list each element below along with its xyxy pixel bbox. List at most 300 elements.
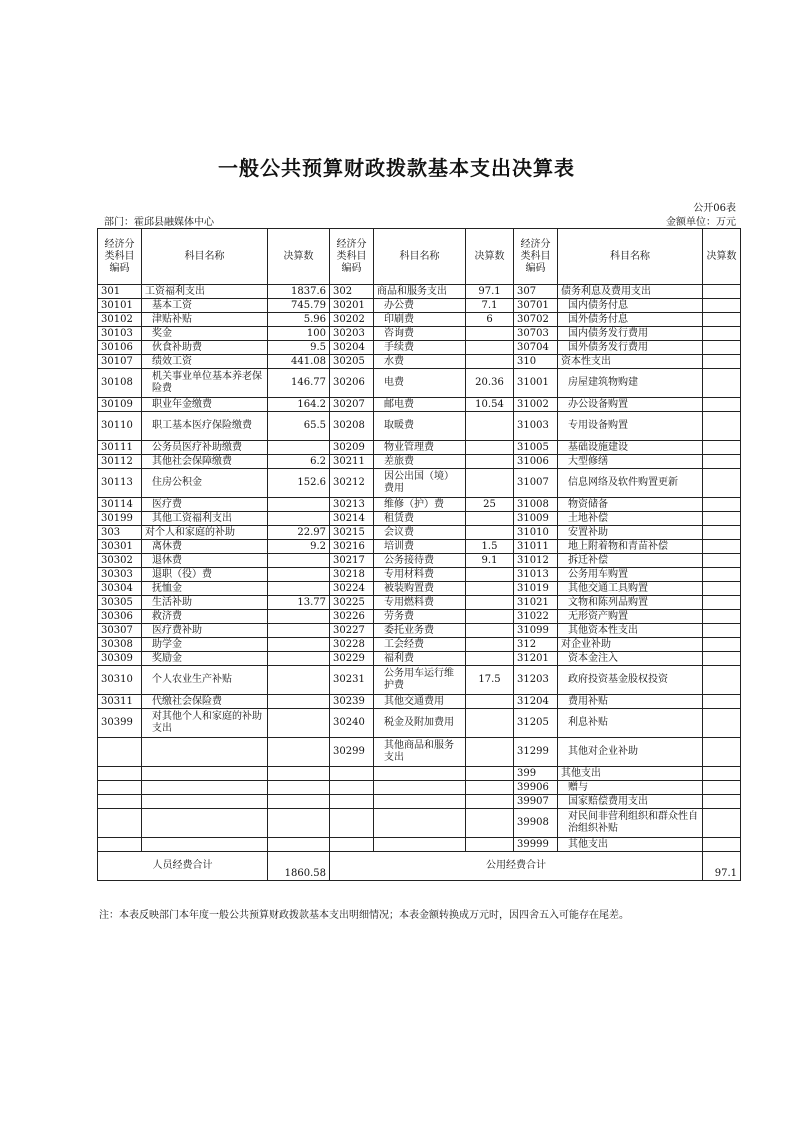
cell-amount-2: [466, 526, 514, 540]
cell-code-1: 30302: [98, 554, 142, 568]
cell-name-2: 咨询费: [374, 327, 466, 341]
cell-code-3: 31003: [514, 412, 558, 441]
cell-code-2: 30228: [330, 638, 374, 652]
cell-amount-1: [268, 838, 330, 852]
table-row: [98, 540, 741, 554]
cell-name-3: 物资储备: [558, 498, 703, 512]
cell-code-2: 30207: [330, 398, 374, 412]
cell-amount-3: [703, 695, 741, 709]
cell-code-3: 31205: [514, 709, 558, 738]
cell-code-2: 30239: [330, 695, 374, 709]
cell-code-1: 30304: [98, 582, 142, 596]
cell-code-1: 30309: [98, 652, 142, 666]
cell-amount-2: [466, 652, 514, 666]
cell-code-1: 30310: [98, 666, 142, 695]
cell-name-2: 手续费: [374, 341, 466, 355]
cell-code-1: 30308: [98, 638, 142, 652]
cell-amount-2: [466, 838, 514, 852]
cell-amount-3: [703, 498, 741, 512]
cell-amount-2: [466, 596, 514, 610]
cell-name-1: 工资福利支出: [142, 285, 268, 299]
cell-amount-2: [466, 455, 514, 469]
cell-code-1: 30101: [98, 299, 142, 313]
cell-amount-3: [703, 554, 741, 568]
header-row: [98, 229, 741, 285]
cell-code-3: 30703: [514, 327, 558, 341]
cell-amount-1: 22.97: [268, 526, 330, 540]
cell-code-2: 30227: [330, 624, 374, 638]
cell-amount-2: [466, 638, 514, 652]
cell-code-2: [330, 781, 374, 795]
cell-amount-1: 164.2: [268, 398, 330, 412]
cell-name-1: [142, 809, 268, 838]
cell-name-3: 基础设施建设: [558, 441, 703, 455]
cell-amount-3: [703, 285, 741, 299]
cell-amount-2: 25: [466, 498, 514, 512]
cell-name-1: [142, 838, 268, 852]
cell-name-3: 房屋建筑物购建: [558, 369, 703, 398]
cell-code-3: 31010: [514, 526, 558, 540]
cell-amount-3: [703, 441, 741, 455]
expenditure-table: [97, 228, 741, 881]
cell-code-2: 30217: [330, 554, 374, 568]
cell-name-2: 办公费: [374, 299, 466, 313]
col-header-code-1: 经济分类科目编码: [98, 229, 142, 285]
cell-name-1: [142, 795, 268, 809]
cell-name-2: 物业管理费: [374, 441, 466, 455]
table-row: [98, 369, 741, 398]
cell-name-2: 委托业务费: [374, 624, 466, 638]
cell-code-3: 30701: [514, 299, 558, 313]
cell-code-3: 310: [514, 355, 558, 369]
cell-amount-3: [703, 652, 741, 666]
table-row: [98, 469, 741, 498]
cell-name-1: 医疗费补助: [142, 624, 268, 638]
cell-amount-3: [703, 809, 741, 838]
cell-code-1: 30307: [98, 624, 142, 638]
table-row: [98, 398, 741, 412]
cell-code-1: [98, 738, 142, 767]
cell-code-3: 31011: [514, 540, 558, 554]
cell-code-2: 30229: [330, 652, 374, 666]
cell-amount-2: [466, 512, 514, 526]
cell-amount-3: [703, 781, 741, 795]
cell-code-1: 30106: [98, 341, 142, 355]
cell-amount-2: 9.1: [466, 554, 514, 568]
col-header-name-2: 科目名称: [374, 229, 466, 285]
cell-amount-3: [703, 738, 741, 767]
cell-amount-1: [268, 441, 330, 455]
cell-name-3: 地上附着物和青苗补偿: [558, 540, 703, 554]
cell-name-1: 绩效工资: [142, 355, 268, 369]
cell-name-1: 机关事业单位基本养老保险费: [142, 369, 268, 398]
table-row: [98, 568, 741, 582]
cell-amount-2: [466, 568, 514, 582]
cell-code-2: 30208: [330, 412, 374, 441]
cell-name-2: 取暖费: [374, 412, 466, 441]
cell-name-1: [142, 738, 268, 767]
cell-amount-2: [466, 781, 514, 795]
cell-name-2: 公务用车运行维护费: [374, 666, 466, 695]
cell-code-1: 30102: [98, 313, 142, 327]
cell-name-2: 商品和服务支出: [374, 285, 466, 299]
department-label: 部门：霍邱县融媒体中心: [104, 217, 214, 228]
cell-amount-1: [268, 638, 330, 652]
cell-amount-2: 17.5: [466, 666, 514, 695]
cell-code-3: 31001: [514, 369, 558, 398]
cell-name-2: [374, 767, 466, 781]
public-total-value: 97.1: [703, 852, 741, 881]
cell-amount-2: [466, 795, 514, 809]
cell-code-3: 307: [514, 285, 558, 299]
cell-amount-1: 745.79: [268, 299, 330, 313]
cell-code-2: 30214: [330, 512, 374, 526]
cell-code-3: 31203: [514, 666, 558, 695]
table-row: [98, 512, 741, 526]
cell-name-1: 职工基本医疗保险缴费: [142, 412, 268, 441]
cell-amount-1: [268, 795, 330, 809]
cell-name-2: 专用材料费: [374, 568, 466, 582]
cell-name-1: 救济费: [142, 610, 268, 624]
cell-code-3: 31299: [514, 738, 558, 767]
cell-name-1: 对个人和家庭的补助: [142, 526, 268, 540]
cell-amount-3: [703, 568, 741, 582]
cell-name-3: 国内债务付息: [558, 299, 703, 313]
cell-amount-2: [466, 327, 514, 341]
cell-name-3: 国外债务付息: [558, 313, 703, 327]
cell-amount-2: 6: [466, 313, 514, 327]
cell-code-3: 31204: [514, 695, 558, 709]
cell-amount-1: [268, 695, 330, 709]
cell-code-3: 39908: [514, 809, 558, 838]
cell-code-2: 30211: [330, 455, 374, 469]
cell-name-3: 国家赔偿费用支出: [558, 795, 703, 809]
cell-amount-3: [703, 638, 741, 652]
col-header-code-2: 经济分类科目编码: [330, 229, 374, 285]
cell-code-1: 301: [98, 285, 142, 299]
cell-name-3: 其他资本性支出: [558, 624, 703, 638]
cell-amount-2: [466, 441, 514, 455]
cell-amount-2: [466, 469, 514, 498]
cell-name-1: 职业年金缴费: [142, 398, 268, 412]
cell-name-3: 资本金注入: [558, 652, 703, 666]
cell-code-3: 39907: [514, 795, 558, 809]
cell-name-1: 助学金: [142, 638, 268, 652]
cell-amount-2: 1.5: [466, 540, 514, 554]
cell-name-3: 信息网络及软件购置更新: [558, 469, 703, 498]
table-row: [98, 781, 741, 795]
table-row: [98, 455, 741, 469]
cell-code-3: 399: [514, 767, 558, 781]
cell-amount-2: [466, 582, 514, 596]
cell-code-1: [98, 781, 142, 795]
cell-name-3: 安置补助: [558, 526, 703, 540]
cell-code-3: 31021: [514, 596, 558, 610]
cell-code-1: 30103: [98, 327, 142, 341]
table-row: [98, 709, 741, 738]
cell-code-2: 30218: [330, 568, 374, 582]
cell-code-3: 39999: [514, 838, 558, 852]
cell-code-3: 31009: [514, 512, 558, 526]
cell-code-1: 30311: [98, 695, 142, 709]
cell-code-2: [330, 838, 374, 852]
cell-name-3: 赠与: [558, 781, 703, 795]
cell-code-1: 30111: [98, 441, 142, 455]
cell-name-2: 福利费: [374, 652, 466, 666]
cell-name-3: 其他支出: [558, 767, 703, 781]
cell-code-2: 30225: [330, 596, 374, 610]
cell-code-3: 31012: [514, 554, 558, 568]
table-row: [98, 441, 741, 455]
cell-name-2: 会议费: [374, 526, 466, 540]
cell-code-1: [98, 809, 142, 838]
cell-amount-2: [466, 738, 514, 767]
cell-code-1: [98, 838, 142, 852]
cell-name-3: 专用设备购置: [558, 412, 703, 441]
cell-code-3: 31022: [514, 610, 558, 624]
cell-amount-3: [703, 512, 741, 526]
cell-code-2: 30240: [330, 709, 374, 738]
cell-code-2: [330, 809, 374, 838]
cell-amount-3: [703, 412, 741, 441]
cell-amount-2: [466, 809, 514, 838]
col-header-amount-1: 决算数: [268, 229, 330, 285]
cell-amount-2: [466, 709, 514, 738]
table-row: [98, 610, 741, 624]
cell-name-2: 维修（护）费: [374, 498, 466, 512]
cell-name-2: 水费: [374, 355, 466, 369]
cell-name-3: 政府投资基金股权投资: [558, 666, 703, 695]
personnel-total-value: 1860.58: [268, 852, 330, 881]
cell-amount-1: [268, 666, 330, 695]
cell-amount-2: 97.1: [466, 285, 514, 299]
cell-amount-1: [268, 767, 330, 781]
cell-amount-3: [703, 610, 741, 624]
table-row: [98, 355, 741, 369]
cell-code-2: 30213: [330, 498, 374, 512]
cell-name-1: [142, 767, 268, 781]
cell-name-2: [374, 795, 466, 809]
cell-amount-3: [703, 596, 741, 610]
cell-code-2: 30226: [330, 610, 374, 624]
cell-name-2: 电费: [374, 369, 466, 398]
cell-code-2: 30224: [330, 582, 374, 596]
cell-amount-1: 152.6: [268, 469, 330, 498]
table-row: [98, 767, 741, 781]
cell-name-3: 资本性支出: [558, 355, 703, 369]
cell-amount-1: [268, 781, 330, 795]
cell-code-3: 31099: [514, 624, 558, 638]
table-row: [98, 596, 741, 610]
cell-name-2: 专用燃料费: [374, 596, 466, 610]
cell-code-3: 30704: [514, 341, 558, 355]
cell-code-2: 30203: [330, 327, 374, 341]
cell-amount-1: [268, 568, 330, 582]
cell-code-3: 31006: [514, 455, 558, 469]
cell-amount-3: [703, 709, 741, 738]
cell-name-2: 劳务费: [374, 610, 466, 624]
cell-amount-3: [703, 624, 741, 638]
cell-amount-1: 9.5: [268, 341, 330, 355]
cell-code-1: 30112: [98, 455, 142, 469]
cell-amount-1: 441.08: [268, 355, 330, 369]
cell-code-1: 30107: [98, 355, 142, 369]
cell-amount-2: 10.54: [466, 398, 514, 412]
table-row: [98, 582, 741, 596]
cell-amount-3: [703, 526, 741, 540]
cell-name-2: [374, 809, 466, 838]
cell-code-1: 303: [98, 526, 142, 540]
cell-code-3: 31002: [514, 398, 558, 412]
cell-code-1: 30305: [98, 596, 142, 610]
cell-code-1: [98, 767, 142, 781]
cell-name-3: 对企业补助: [558, 638, 703, 652]
cell-code-1: 30306: [98, 610, 142, 624]
cell-code-2: 30231: [330, 666, 374, 695]
cell-name-1: 住房公积金: [142, 469, 268, 498]
table-row: [98, 738, 741, 767]
cell-name-2: 租赁费: [374, 512, 466, 526]
cell-amount-3: [703, 582, 741, 596]
cell-code-3: 31201: [514, 652, 558, 666]
cell-code-3: 31007: [514, 469, 558, 498]
cell-name-2: [374, 838, 466, 852]
cell-code-2: 30215: [330, 526, 374, 540]
cell-name-2: [374, 781, 466, 795]
cell-code-2: 30202: [330, 313, 374, 327]
cell-name-3: 其他对企业补助: [558, 738, 703, 767]
cell-name-3: 利息补贴: [558, 709, 703, 738]
cell-amount-3: [703, 469, 741, 498]
cell-amount-1: 1837.6: [268, 285, 330, 299]
cell-name-1: 奖金: [142, 327, 268, 341]
cell-name-2: 其他商品和服务支出: [374, 738, 466, 767]
cell-code-2: 30216: [330, 540, 374, 554]
cell-amount-3: [703, 369, 741, 398]
cell-name-1: 退职（役）费: [142, 568, 268, 582]
cell-amount-1: [268, 498, 330, 512]
cell-code-3: 312: [514, 638, 558, 652]
cell-amount-2: 20.36: [466, 369, 514, 398]
cell-name-3: 其他交通工具购置: [558, 582, 703, 596]
table-row: [98, 652, 741, 666]
cell-amount-2: 7.1: [466, 299, 514, 313]
table-row: [98, 838, 741, 852]
cell-name-2: 培训费: [374, 540, 466, 554]
cell-name-1: 伙食补助费: [142, 341, 268, 355]
cell-name-3: 对民间非营利组织和群众性自治组织补贴: [558, 809, 703, 838]
table-row: [98, 795, 741, 809]
cell-name-2: 因公出国（境）费用: [374, 469, 466, 498]
cell-amount-1: 9.2: [268, 540, 330, 554]
cell-name-1: 其他工资福利支出: [142, 512, 268, 526]
cell-amount-1: 13.77: [268, 596, 330, 610]
cell-name-3: 债务利息及费用支出: [558, 285, 703, 299]
cell-amount-2: [466, 624, 514, 638]
cell-name-3: 拆迁补偿: [558, 554, 703, 568]
cell-name-3: 文物和陈列品购置: [558, 596, 703, 610]
cell-amount-1: [268, 709, 330, 738]
cell-name-1: 对其他个人和家庭的补助支出: [142, 709, 268, 738]
cell-amount-1: 100: [268, 327, 330, 341]
cell-name-2: 税金及附加费用: [374, 709, 466, 738]
table-row: [98, 526, 741, 540]
form-number: 公开06表: [693, 203, 736, 214]
cell-amount-3: [703, 327, 741, 341]
cell-name-3: 公务用车购置: [558, 568, 703, 582]
cell-name-3: 土地补偿: [558, 512, 703, 526]
cell-name-3: 费用补贴: [558, 695, 703, 709]
footnote: 注：本表反映部门本年度一般公共预算财政拨款基本支出明细情况；本表金额转换成万元时，因四舍五入可能存在尾差。: [99, 910, 629, 921]
cell-name-1: 医疗费: [142, 498, 268, 512]
cell-code-1: 30114: [98, 498, 142, 512]
cell-name-2: 邮电费: [374, 398, 466, 412]
cell-amount-1: [268, 809, 330, 838]
amount-unit-label: 金额单位：万元: [666, 217, 736, 228]
cell-name-3: 国内债务发行费用: [558, 327, 703, 341]
cell-code-2: 30206: [330, 369, 374, 398]
cell-code-3: 30702: [514, 313, 558, 327]
cell-amount-1: [268, 610, 330, 624]
table-row: [98, 554, 741, 568]
cell-name-3: 其他支出: [558, 838, 703, 852]
cell-amount-3: [703, 767, 741, 781]
cell-amount-3: [703, 398, 741, 412]
cell-code-1: 30110: [98, 412, 142, 441]
cell-code-2: 302: [330, 285, 374, 299]
table-row: [98, 299, 741, 313]
cell-code-2: 30204: [330, 341, 374, 355]
cell-code-3: 31005: [514, 441, 558, 455]
cell-name-1: 个人农业生产补贴: [142, 666, 268, 695]
cell-code-2: 30212: [330, 469, 374, 498]
cell-name-2: 被装购置费: [374, 582, 466, 596]
cell-amount-3: [703, 355, 741, 369]
cell-name-2: 其他交通费用: [374, 695, 466, 709]
cell-name-1: 公务员医疗补助缴费: [142, 441, 268, 455]
cell-amount-3: [703, 838, 741, 852]
cell-name-1: [142, 781, 268, 795]
cell-amount-3: [703, 455, 741, 469]
cell-code-2: 30209: [330, 441, 374, 455]
cell-code-2: [330, 767, 374, 781]
table-row: [98, 498, 741, 512]
cell-amount-1: 146.77: [268, 369, 330, 398]
cell-amount-1: [268, 554, 330, 568]
cell-code-1: 30109: [98, 398, 142, 412]
cell-amount-1: 65.5: [268, 412, 330, 441]
cell-code-2: 30299: [330, 738, 374, 767]
public-total-label: 公用经费合计: [330, 852, 703, 881]
col-header-code-3: 经济分类科目编码: [514, 229, 558, 285]
totals-row: [98, 852, 741, 881]
table-row: [98, 624, 741, 638]
cell-name-1: 其他社会保障缴费: [142, 455, 268, 469]
table-row: [98, 285, 741, 299]
col-header-amount-2: 决算数: [466, 229, 514, 285]
cell-amount-2: [466, 355, 514, 369]
cell-name-1: 代缴社会保险费: [142, 695, 268, 709]
cell-code-1: 30301: [98, 540, 142, 554]
cell-name-1: 离休费: [142, 540, 268, 554]
cell-amount-1: 6.2: [268, 455, 330, 469]
cell-amount-2: [466, 341, 514, 355]
cell-amount-2: [466, 412, 514, 441]
cell-name-2: 公务接待费: [374, 554, 466, 568]
col-header-name-3: 科目名称: [558, 229, 703, 285]
col-header-amount-3: 决算数: [703, 229, 741, 285]
cell-amount-1: 5.96: [268, 313, 330, 327]
